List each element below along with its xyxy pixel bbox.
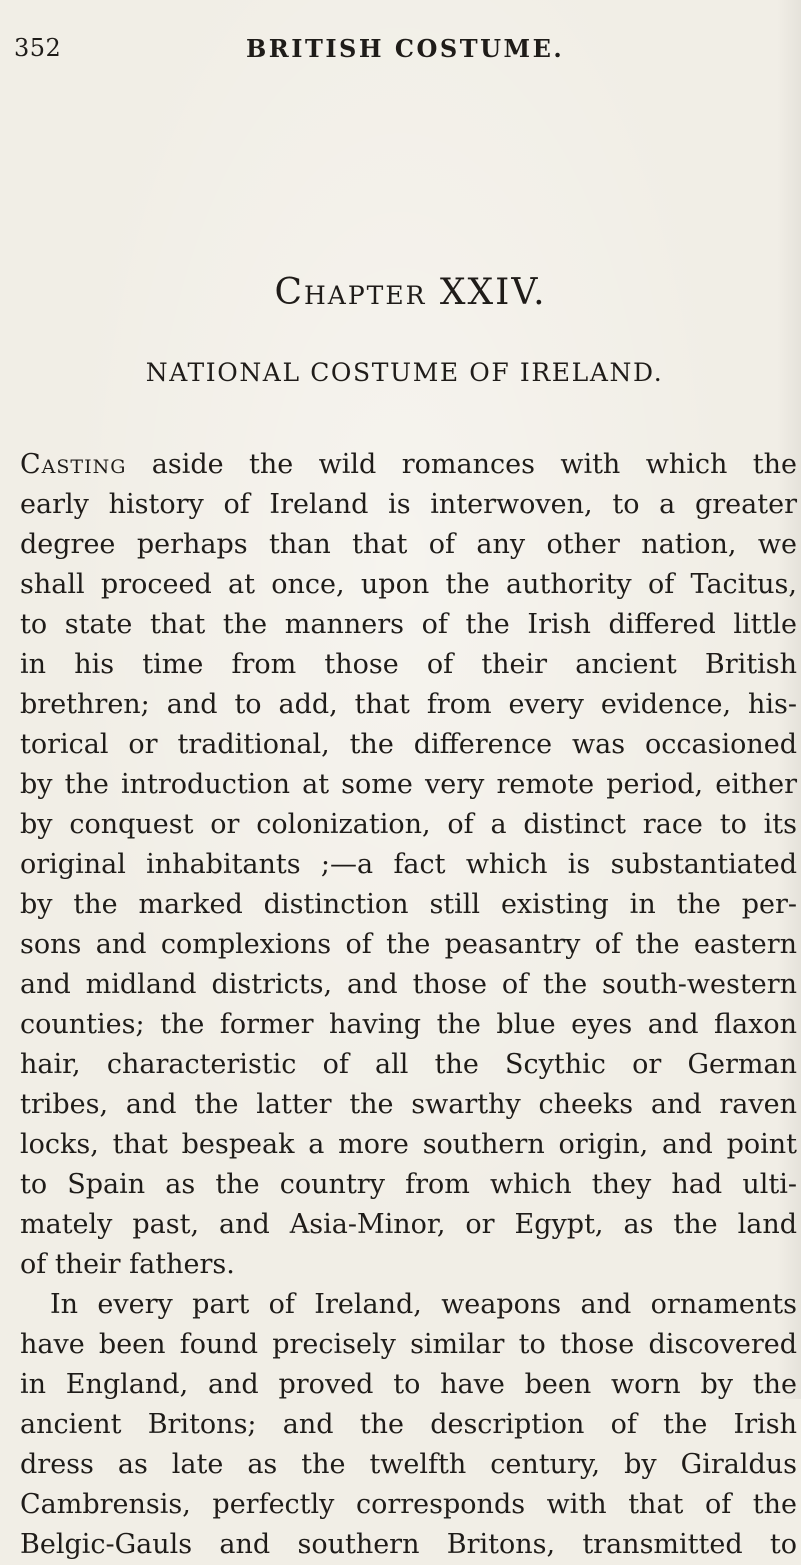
text-line: sons and complexions of the peasantry of the eastern: [20, 929, 797, 960]
text-line: mately past, and Asia-Minor, or Egypt, as the land: [20, 1209, 797, 1240]
text-line: to state that the manners of the Irish differed little: [20, 609, 797, 640]
text-line: torical or traditional, the difference was occasioned: [20, 729, 797, 760]
text-line: dress as late as the twelfth century, by Giraldus: [20, 1449, 797, 1480]
text-line: Cambrensis, perfectly corresponds with that of the: [20, 1489, 797, 1520]
text-line: by the marked distinction still existing in the per-: [20, 889, 797, 920]
text-line: by conquest or colonization, of a distinct race to its: [20, 809, 797, 840]
text-line: by the introduction at some very remote period, either: [20, 769, 797, 800]
running-title: BRITISH COSTUME.: [246, 34, 565, 63]
chapter-title: [0, 272, 801, 313]
text-line: in England, and proved to have been worn by the: [20, 1369, 797, 1400]
body-text: [20, 445, 797, 1565]
text-line: ancient Britons; and the description of the Irish: [20, 1409, 797, 1440]
chapter-number: XXIV.: [439, 272, 547, 313]
text-line: of their fathers.: [20, 1249, 235, 1280]
text-line: have been found precisely similar to those discovered: [20, 1329, 797, 1360]
text-line: Belgic-Gauls and southern Britons, transmitted to: [20, 1529, 797, 1560]
text-line: original inhabitants ;—a fact which is substantiated: [20, 849, 797, 880]
text-line: hair, characteristic of all the Scythic or German: [20, 1049, 797, 1080]
text-line: to Spain as the country from which they had ulti-: [20, 1169, 797, 1200]
text-line: degree perhaps than that of any other nation, we: [20, 529, 797, 560]
text-line: and midland districts, and those of the south-western: [20, 969, 797, 1000]
text-line: tribes, and the latter the swarthy cheeks and raven: [20, 1089, 797, 1120]
page-number: 352: [14, 34, 62, 62]
lead-word: Casting: [20, 449, 127, 480]
text-line: Casting aside the wild romances with which the: [20, 449, 797, 480]
chapter-label: Chapter: [274, 272, 427, 313]
text-line: shall proceed at once, upon the authority of Tacitus,: [20, 569, 797, 600]
running-head: [0, 34, 801, 68]
text-line: early history of Ireland is interwoven, to a greater: [20, 489, 797, 520]
text-line: locks, that bespeak a more southern origin, and point: [20, 1129, 797, 1160]
text-line: In every part of Ireland, weapons and ornaments: [50, 1289, 797, 1320]
section-title: NATIONAL COSTUME OF IRELAND.: [145, 358, 664, 387]
text-line: in his time from those of their ancient British: [20, 649, 797, 680]
text-line: brethren; and to add, that from every evidence, his-: [20, 689, 797, 720]
text-line: counties; the former having the blue eyes and flaxon: [20, 1009, 797, 1040]
